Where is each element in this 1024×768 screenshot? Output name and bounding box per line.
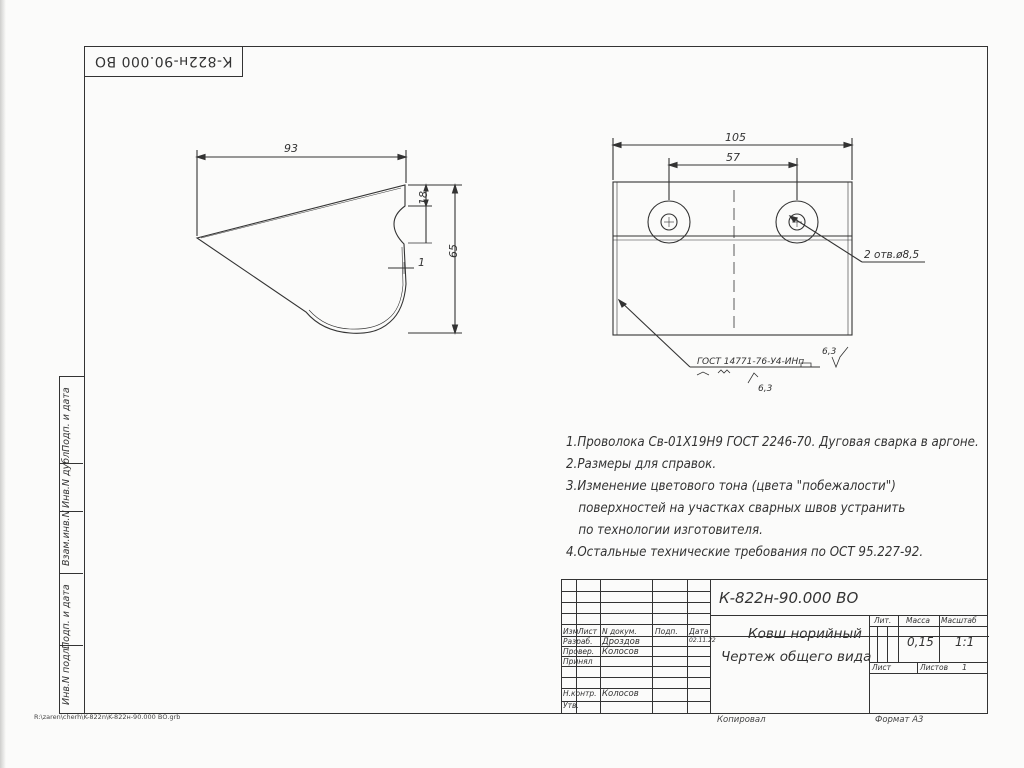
note-4: 4.Остальные технические требования по ОСТ 95.227-92.: [566, 544, 924, 560]
scale-value: 1:1: [955, 635, 975, 649]
sheets-label: Листов: [920, 663, 949, 672]
side-label-podp-data: Подп. и дата: [61, 584, 72, 649]
roughness-top: 6,3: [822, 347, 837, 357]
note-2: 2.Размеры для справок.: [566, 456, 717, 472]
note-1: 1.Проволока Св-01Х19Н9 ГОСТ 2246-70. Дуговая сварка в аргоне.: [566, 434, 979, 450]
weld-symbol-text: ГОСТ 14771-76-У4-ИНп: [697, 357, 805, 367]
footer-format: Формат А3: [875, 715, 924, 725]
name-nkontr: Колосов: [602, 689, 639, 699]
name-prover: Колосов: [602, 647, 639, 657]
footer-copied: Копировал: [717, 715, 766, 725]
sheet-label: Лист: [872, 663, 892, 672]
side-label-podp-data-2: Подп. и дата: [61, 387, 72, 452]
title-block: [561, 579, 988, 714]
hole-callout: 2 отв.ø8,5: [864, 249, 920, 261]
lit-label: Лит.: [874, 616, 892, 625]
file-path: R:\zaren\cherh\K-822n\K-822н-90.000 ВО.grb: [34, 713, 181, 721]
hdr-izm: Изм: [563, 627, 579, 636]
side-label-vzam-inv: Взам.инв.N: [61, 510, 72, 566]
hdr-data: Дата: [689, 627, 709, 636]
left-profile-view: [197, 150, 462, 333]
title-name: Ковш норийный: [748, 626, 862, 642]
dim-width-93: 93: [284, 142, 298, 155]
role-utv: Утв.: [563, 701, 579, 710]
role-razrab: Разраб.: [563, 637, 593, 646]
rotated-drawing-code: К-822н-90.000 ВО: [94, 53, 233, 70]
role-nkontr: Н.контр.: [563, 689, 597, 698]
name-razrab: Дроздов: [602, 637, 640, 647]
side-label-inv-podl: Инв.N подл.: [61, 645, 72, 705]
note-3-cont-2: по технологии изготовителя.: [578, 522, 763, 538]
hdr-ndokum: N докум.: [602, 627, 637, 636]
roughness-bottom: 6,3: [758, 384, 773, 394]
mass-label: Масса: [906, 616, 930, 625]
sheets-count: 1: [962, 663, 968, 672]
dim-thickness-1: 1: [418, 256, 425, 269]
note-3-cont-1: поверхностей на участках сварных швов устранить: [578, 500, 906, 516]
dim-slot-18: 18: [417, 191, 430, 205]
hdr-list: Лист: [578, 627, 598, 636]
side-label-inv-dubl: Инв.N дубл.: [61, 448, 72, 508]
title-code: К-822н-90.000 ВО: [719, 589, 859, 607]
role-prover: Провер.: [563, 647, 595, 656]
dim-holes-57: 57: [726, 151, 740, 164]
note-3: 3.Изменение цветового тона (цвета "побежалости"): [566, 478, 896, 494]
technical-notes: [566, 431, 979, 563]
role-prinyal: Принял: [563, 657, 593, 666]
dim-height-65: 65: [447, 244, 460, 258]
scale-label: Масштаб: [941, 616, 977, 625]
dim-total-105: 105: [725, 131, 746, 144]
mass-value: 0,15: [907, 635, 934, 649]
title-subtitle: Чертеж общего вида: [721, 649, 872, 665]
date-razrab: 02.11.22: [689, 637, 716, 644]
hdr-podp: Подп.: [655, 627, 678, 636]
